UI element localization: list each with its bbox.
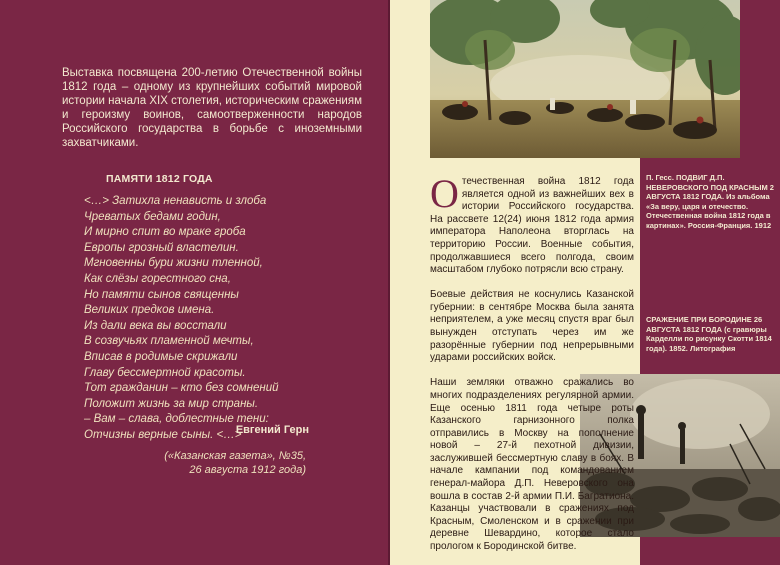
poem-line: Как слёзы горестного сна, [84, 272, 231, 285]
article-paragraph [430, 171, 634, 277]
poem-line: Положит жизнь за мир страны. [84, 397, 259, 410]
article-paragraph: Боевые действия не коснулись Казанской губернии: в сентябре Москва была занята неприятелем, а уже месяц спустя враг был вынужден отступать через им же разорённые губернии под непрерывными ударами российских войск. [430, 289, 634, 364]
article-paragraph: Наши земляки отважно сражались во многих подразделениях регулярной армии. Еще осенью 1811 года четыре роты Казанского гарнизонного полка отправились в Москву на пополнение новой – 27-й пехотной дивизии, заслужившей бессмертную славу в боях. В начале кампании под командованием генерал-майора Д.П. Неверовского она вошла в состав 2-й армии П.И. Багратиона. Казанцы участвовали в сражениях под Красным, Смоленском и в сражении при деревне Шевардино, которое стало прологом к Бородинской битве. [430, 377, 634, 553]
poem-line: Чреватых бедами годин, [84, 210, 221, 223]
poem-author: Евгений Герн [235, 424, 309, 436]
left-page [0, 0, 388, 565]
article-body [430, 171, 634, 565]
poem-line: Мгновенны бури жизни тленной, [84, 257, 263, 270]
poem-line: – Вам – слава, доблестные тени: [84, 413, 269, 426]
battle-painting-image [430, 0, 740, 158]
poem-line: Главу бессмертной красоты. [84, 366, 246, 379]
poem-title: ПАМЯТИ 1812 ГОДА [106, 173, 213, 185]
poem [84, 194, 344, 444]
poem-line: <…> Затихла ненависть и злоба [84, 195, 267, 207]
poem-source [164, 449, 306, 477]
poem-line: Вписав в родимые скрижали [84, 350, 238, 363]
painting-neverovsky-battle [430, 0, 740, 158]
poem-line: Тот гражданин – кто без сомнений [84, 382, 279, 395]
poem-line: Великих предков имена. [84, 304, 215, 317]
poem-line: В созвучьях пламенной мечты, [84, 335, 254, 348]
source-line: («Казанская газета», №35, [164, 450, 306, 462]
drop-cap: О [430, 171, 459, 216]
caption-neverovsky: П. Гесс. ПОДВИГ Д.П. НЕВЕРОВСКОГО ПОД КРАСНЫМ 2 АВГУСТА 1812 ГОДА. Из альбома «За веру, царя и отечество. Отечественная война 1812 года в картинах». Россия-Франция. 1912 [646, 173, 774, 230]
source-line: 26 августа 1912 года) [189, 464, 306, 476]
paragraph-text: течественная война 1812 года является одной из важнейших вех в истории Российского государства. На рассвете 12(24) июня 1812 года армия императора Наполеона вторглась на территорию России. Военные события, продолжавшиеся всего полгода, своим масштабом глубоко потрясли всю страну. [430, 176, 634, 276]
poem-line: Европы грозный властелин. [84, 241, 239, 254]
poem-line: Но памяти сынов священны [84, 288, 239, 301]
poem-line: Из дали века вы восстали [84, 319, 227, 332]
poem-line: И мирно спит во мраке гроба [84, 226, 246, 239]
exhibition-intro: Выставка посвящена 200-летию Отечественной войны 1812 года – одному из крупнейших событий мировой истории начала XIX столетия, историческим сражениям и героизму воинов, самоотверженности народов Российского государства в борьбе с иноземными захватчиками. [62, 67, 362, 149]
caption-borodino: СРАЖЕНИЕ ПРИ БОРОДИНЕ 26 АВГУСТА 1812 ГОДА (с гравюры Карделли по рисунку Скотти 1814 года). 1852. Литография [646, 315, 772, 353]
poem-line: Отчизны верные сыны. <…> [84, 428, 242, 441]
